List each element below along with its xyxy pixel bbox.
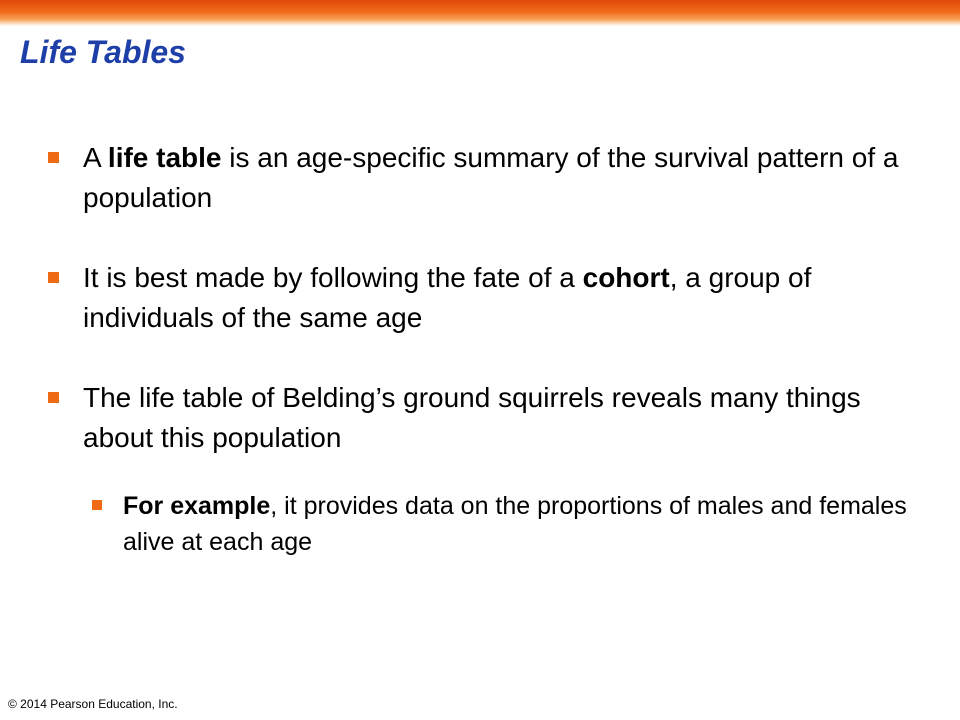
sub-bullet-text: [123, 488, 922, 560]
square-bullet-icon: [48, 152, 59, 163]
square-bullet-icon: [48, 272, 59, 283]
bullet-item-squirrels: [48, 378, 928, 458]
sub-bullet-text-post: , it provides data on the proportions of males and females alive at each age: [123, 492, 907, 556]
square-bullet-icon: [92, 500, 102, 510]
bullet-text-post: , a group of individuals of the same age: [83, 262, 812, 333]
slide-title: Life Tables: [20, 34, 186, 70]
square-bullet-icon: [48, 392, 59, 403]
header-accent-bar: [0, 0, 960, 26]
bullet-text-post: is an age-specific summary of the survival pattern of a population: [83, 142, 899, 213]
bullet-term: life table: [107, 142, 222, 173]
bullet-item-cohort: [48, 258, 928, 338]
bullet-term: cohort: [582, 262, 670, 293]
bullet-text-pre: It is best made by following the fate of a: [83, 262, 583, 293]
sub-bullet-item-example: [92, 488, 922, 560]
copyright-footer: © 2014 Pearson Education, Inc.: [8, 697, 178, 711]
bullet-text: [83, 138, 928, 218]
bullet-text-pre: A: [83, 142, 108, 173]
bullet-text: [83, 258, 928, 338]
sub-bullet-term: For example: [123, 492, 271, 520]
bullet-text: The life table of Belding’s ground squirrels reveals many things about this population: [83, 382, 861, 453]
bullet-item-life-table: [48, 138, 928, 218]
